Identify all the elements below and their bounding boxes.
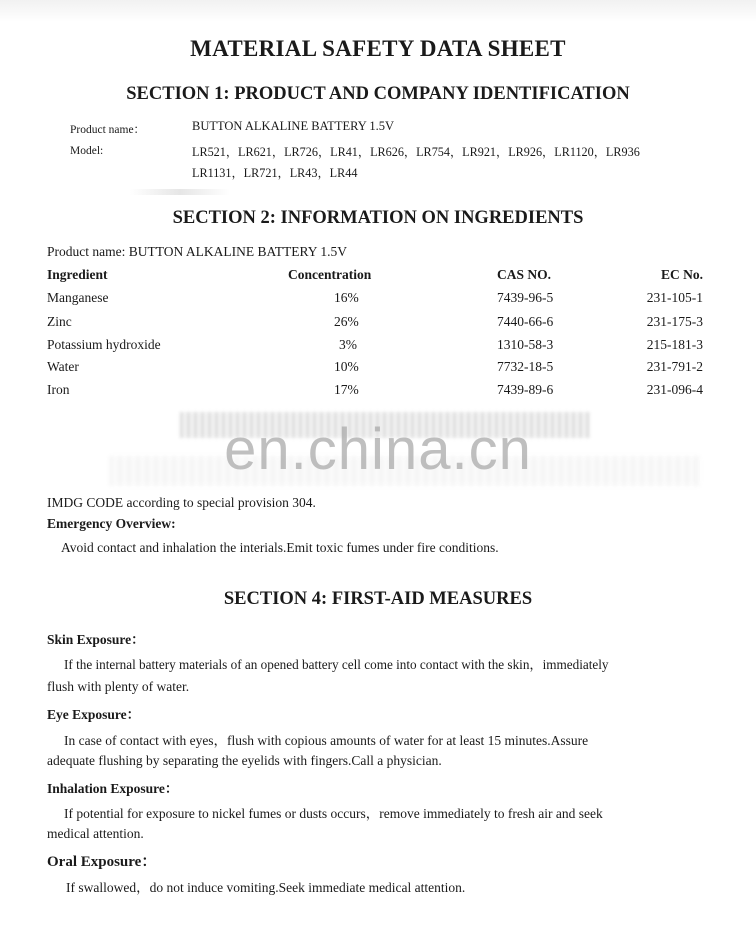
table-row-cas: 1310-58-3 [497, 337, 554, 352]
inhalation-exposure-line-2: medical attention. [47, 826, 144, 841]
table-row-concentration: 10% [334, 359, 359, 374]
imdg-code-text: IMDG CODE according to special provision 304. [47, 495, 316, 510]
emergency-overview-text: Avoid contact and inhalation the interials.Emit toxic fumes under fire conditions. [61, 540, 499, 555]
table-row-ec: 215-181-3 [646, 337, 703, 352]
product-name-label: Product name： [70, 124, 146, 136]
inhalation-exposure-line-1: If potential for exposure to nickel fumes or dusts occurs，remove immediately to fresh air and seek [64, 806, 603, 821]
table-row-concentration: 17% [334, 382, 359, 397]
eye-exposure-line-1: In case of contact with eyes，flush with copious amounts of water for at least 15 minutes.Assure [64, 733, 589, 748]
table-row-cas: 7440-66-6 [497, 314, 554, 329]
table-row-ec: 231-096-4 [646, 382, 703, 397]
model-line-2: LR1131，LR721，LR43，LR44 [192, 166, 358, 180]
oral-exposure-line-1: If swallowed，do not induce vomiting.Seek immediate medical attention. [66, 880, 466, 895]
table-row-ingredient: Zinc [47, 314, 72, 329]
skin-exposure-label: Skin Exposure： [47, 632, 145, 647]
skin-exposure-line-2: flush with plenty of water. [47, 679, 190, 694]
model-line-1: LR521，LR621，LR726，LR41，LR626，LR754，LR921，LR926，LR1120，LR936 [192, 145, 640, 159]
table-row-ingredient: Iron [47, 382, 70, 397]
table-row-cas: 7732-18-5 [497, 359, 554, 374]
table-row-cas: 7439-89-6 [497, 382, 554, 397]
table-row-ec: 231-175-3 [646, 314, 703, 329]
product-name-value: BUTTON ALKALINE BATTERY 1.5V [192, 119, 395, 133]
oral-exposure-label: Oral Exposure： [47, 854, 157, 870]
table-row-ec: 231-105-1 [646, 290, 703, 305]
table-row-ingredient: Water [47, 359, 79, 374]
section4-heading: SECTION 4: FIRST-AID MEASURES [223, 589, 533, 609]
header-ingredient: Ingredient [47, 267, 108, 282]
skin-exposure-line-1: If the internal battery materials of an opened battery cell come into contact with the skin，immediately [64, 657, 609, 672]
table-row-ingredient: Manganese [47, 290, 109, 305]
section1-heading: SECTION 1: PRODUCT AND COMPANY IDENTIFICATION [126, 84, 630, 104]
table-row-ingredient: Potassium hydroxide [47, 337, 161, 352]
emergency-overview-label: Emergency Overview: [47, 516, 176, 531]
table-row-cas: 7439-96-5 [497, 290, 554, 305]
table-row-concentration: 16% [334, 290, 359, 305]
table-row-concentration: 26% [334, 314, 359, 329]
faint-artifact [130, 189, 230, 195]
header-ec: EC No. [660, 267, 703, 282]
document-title: MATERIAL SAFETY DATA SHEET [190, 36, 566, 61]
model-label: Model: [70, 145, 104, 157]
header-concentration: Concentration [288, 267, 372, 282]
table-row-concentration: 3% [339, 337, 357, 352]
eye-exposure-line-2: adequate flushing by separating the eyelids with fingers.Call a physician. [47, 753, 442, 768]
inhalation-exposure-label: Inhalation Exposure： [47, 781, 179, 796]
watermark-logo: en.china.cn [224, 417, 532, 482]
section2-heading: SECTION 2: INFORMATION ON INGREDIENTS [172, 208, 584, 228]
header-cas: CAS NO. [497, 267, 552, 282]
top-shade [0, 0, 756, 22]
table-row-ec: 231-791-2 [646, 359, 703, 374]
eye-exposure-label: Eye Exposure： [47, 707, 141, 722]
ingredients-product-line: Product name: BUTTON ALKALINE BATTERY 1.5V [47, 244, 347, 259]
